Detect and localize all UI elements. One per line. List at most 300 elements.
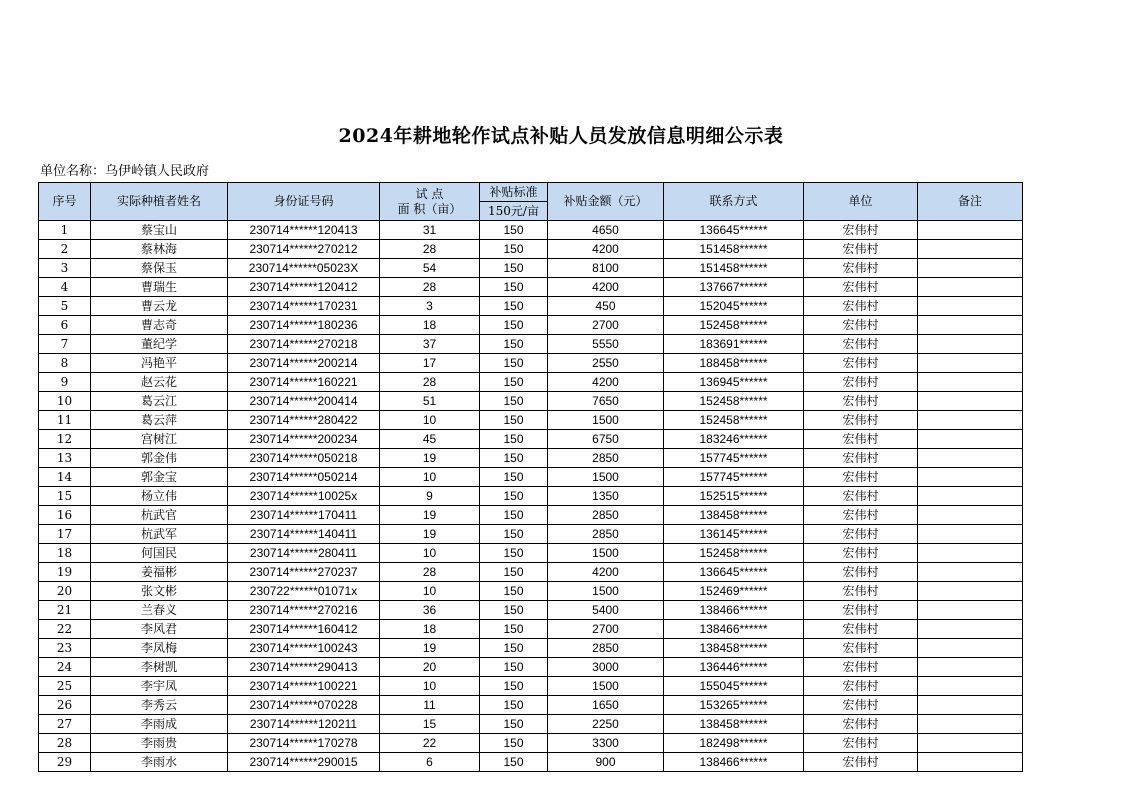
header-area-line1: 试 点 [415,186,444,201]
cell-contact: 155045****** [664,677,804,696]
cell-id: 230714******270237 [228,563,380,582]
cell-unit: 宏伟村 [804,411,918,430]
cell-standard: 150 [480,354,548,373]
cell-unit: 宏伟村 [804,601,918,620]
cell-standard: 150 [480,582,548,601]
cell-amount: 6750 [548,430,664,449]
cell-contact: 138458****** [664,639,804,658]
header-standard-rate: 150元/亩 [480,202,548,221]
cell-standard: 150 [480,240,548,259]
cell-name: 李凤梅 [91,639,228,658]
table-row [39,582,1023,601]
cell-contact: 152515****** [664,487,804,506]
cell-name: 曹志奇 [91,316,228,335]
table-row [39,221,1023,240]
cell-note [918,715,1023,734]
cell-seq: 10 [39,392,91,411]
cell-standard: 150 [480,563,548,582]
cell-standard: 150 [480,487,548,506]
cell-area: 10 [380,582,480,601]
unit-label: 单位名称：乌伊岭镇人民政府 [40,164,210,179]
table-row [39,373,1023,392]
cell-area: 19 [380,449,480,468]
cell-id: 230722******01071x [228,582,380,601]
cell-unit: 宏伟村 [804,525,918,544]
cell-contact: 136145****** [664,525,804,544]
cell-standard: 150 [480,449,548,468]
cell-note [918,525,1023,544]
cell-amount: 1500 [548,677,664,696]
table-row [39,259,1023,278]
cell-id: 230714******170411 [228,506,380,525]
cell-standard: 150 [480,696,548,715]
cell-id: 230714******050218 [228,449,380,468]
cell-id: 230714******290015 [228,753,380,772]
cell-unit: 宏伟村 [804,392,918,411]
cell-name: 蔡宝山 [91,221,228,240]
cell-contact: 157745****** [664,449,804,468]
cell-name: 赵云花 [91,373,228,392]
cell-seq: 9 [39,373,91,392]
cell-contact: 138466****** [664,601,804,620]
cell-seq: 15 [39,487,91,506]
cell-id: 230714******270212 [228,240,380,259]
cell-amount: 4200 [548,563,664,582]
cell-unit: 宏伟村 [804,715,918,734]
table-row [39,297,1023,316]
cell-standard: 150 [480,677,548,696]
cell-name: 李雨水 [91,753,228,772]
cell-seq: 25 [39,677,91,696]
table-row [39,468,1023,487]
cell-area: 28 [380,563,480,582]
table-row [39,278,1023,297]
cell-unit: 宏伟村 [804,620,918,639]
header-contact: 联系方式 [664,183,804,221]
cell-area: 19 [380,506,480,525]
table-row [39,639,1023,658]
cell-contact: 188458****** [664,354,804,373]
cell-contact: 138458****** [664,506,804,525]
cell-name: 宫树江 [91,430,228,449]
cell-unit: 宏伟村 [804,582,918,601]
cell-id: 230714******170231 [228,297,380,316]
table-row [39,449,1023,468]
cell-id: 230714******10025x [228,487,380,506]
cell-area: 10 [380,468,480,487]
cell-note [918,487,1023,506]
cell-unit: 宏伟村 [804,335,918,354]
cell-note [918,392,1023,411]
cell-contact: 152458****** [664,544,804,563]
table-row [39,544,1023,563]
cell-note [918,259,1023,278]
cell-area: 54 [380,259,480,278]
cell-unit: 宏伟村 [804,468,918,487]
table-row [39,487,1023,506]
cell-seq: 14 [39,468,91,487]
cell-standard: 150 [480,658,548,677]
cell-amount: 2700 [548,620,664,639]
cell-amount: 5400 [548,601,664,620]
table-row [39,430,1023,449]
header-unit: 单位 [804,183,918,221]
cell-name: 董纪学 [91,335,228,354]
table-row [39,335,1023,354]
cell-contact: 151458****** [664,259,804,278]
cell-contact: 138458****** [664,715,804,734]
cell-contact: 136446****** [664,658,804,677]
cell-name: 杭武军 [91,525,228,544]
cell-amount: 1650 [548,696,664,715]
cell-note [918,563,1023,582]
cell-unit: 宏伟村 [804,753,918,772]
cell-amount: 2850 [548,506,664,525]
cell-standard: 150 [480,544,548,563]
cell-amount: 1500 [548,411,664,430]
cell-seq: 2 [39,240,91,259]
cell-seq: 27 [39,715,91,734]
table-row [39,354,1023,373]
cell-note [918,411,1023,430]
cell-note [918,316,1023,335]
cell-standard: 150 [480,715,548,734]
cell-standard: 150 [480,221,548,240]
cell-amount: 2250 [548,715,664,734]
table-row [39,715,1023,734]
cell-contact: 183246****** [664,430,804,449]
cell-name: 曹云龙 [91,297,228,316]
header-name: 实际种植者姓名 [91,183,228,221]
cell-name: 何国民 [91,544,228,563]
cell-standard: 150 [480,468,548,487]
table-row [39,601,1023,620]
cell-seq: 7 [39,335,91,354]
cell-name: 葛云萍 [91,411,228,430]
cell-note [918,449,1023,468]
cell-contact: 182498****** [664,734,804,753]
cell-seq: 22 [39,620,91,639]
cell-amount: 450 [548,297,664,316]
cell-amount: 2850 [548,525,664,544]
cell-seq: 3 [39,259,91,278]
cell-contact: 152458****** [664,392,804,411]
cell-note [918,297,1023,316]
cell-standard: 150 [480,506,548,525]
cell-name: 冯艳平 [91,354,228,373]
cell-name: 李宇凤 [91,677,228,696]
cell-standard: 150 [480,335,548,354]
cell-contact: 183691****** [664,335,804,354]
cell-area: 17 [380,354,480,373]
table-row [39,240,1023,259]
cell-area: 51 [380,392,480,411]
cell-area: 15 [380,715,480,734]
cell-unit: 宏伟村 [804,544,918,563]
cell-id: 230714******070228 [228,696,380,715]
cell-amount: 8100 [548,259,664,278]
cell-name: 李雨贵 [91,734,228,753]
cell-contact: 152045****** [664,297,804,316]
header-note: 备注 [918,183,1023,221]
cell-amount: 2550 [548,354,664,373]
cell-unit: 宏伟村 [804,506,918,525]
cell-amount: 3300 [548,734,664,753]
cell-seq: 4 [39,278,91,297]
cell-unit: 宏伟村 [804,639,918,658]
cell-amount: 4200 [548,373,664,392]
cell-amount: 1350 [548,487,664,506]
cell-id: 230714******120412 [228,278,380,297]
cell-area: 19 [380,639,480,658]
cell-seq: 1 [39,221,91,240]
cell-unit: 宏伟村 [804,696,918,715]
cell-id: 230714******140411 [228,525,380,544]
cell-note [918,677,1023,696]
cell-id: 230714******280411 [228,544,380,563]
cell-amount: 5550 [548,335,664,354]
cell-seq: 28 [39,734,91,753]
cell-seq: 12 [39,430,91,449]
cell-contact: 152458****** [664,411,804,430]
cell-name: 杨立伟 [91,487,228,506]
cell-area: 28 [380,373,480,392]
table-row [39,316,1023,335]
cell-area: 37 [380,335,480,354]
cell-contact: 137667****** [664,278,804,297]
cell-unit: 宏伟村 [804,563,918,582]
cell-note [918,696,1023,715]
cell-name: 李树凯 [91,658,228,677]
cell-id: 230714******200414 [228,392,380,411]
cell-unit: 宏伟村 [804,278,918,297]
cell-note [918,734,1023,753]
cell-amount: 1500 [548,582,664,601]
cell-seq: 11 [39,411,91,430]
cell-amount: 4200 [548,278,664,297]
cell-note [918,639,1023,658]
cell-note [918,354,1023,373]
cell-note [918,373,1023,392]
table-row [39,392,1023,411]
cell-name: 李风君 [91,620,228,639]
cell-area: 3 [380,297,480,316]
table-row [39,696,1023,715]
cell-area: 22 [380,734,480,753]
cell-contact: 157745****** [664,468,804,487]
cell-id: 230714******120413 [228,221,380,240]
cell-unit: 宏伟村 [804,316,918,335]
table-row [39,563,1023,582]
cell-note [918,221,1023,240]
cell-standard: 150 [480,411,548,430]
cell-note [918,658,1023,677]
table-row [39,677,1023,696]
cell-note [918,335,1023,354]
header-amount: 补贴金额（元） [548,183,664,221]
cell-seq: 26 [39,696,91,715]
cell-id: 230714******290413 [228,658,380,677]
cell-note [918,601,1023,620]
cell-standard: 150 [480,373,548,392]
cell-contact: 151458****** [664,240,804,259]
cell-area: 20 [380,658,480,677]
cell-unit: 宏伟村 [804,240,918,259]
cell-area: 10 [380,677,480,696]
cell-seq: 24 [39,658,91,677]
cell-amount: 1500 [548,468,664,487]
cell-name: 郭金伟 [91,449,228,468]
cell-note [918,240,1023,259]
cell-seq: 20 [39,582,91,601]
cell-seq: 23 [39,639,91,658]
cell-name: 郭金宝 [91,468,228,487]
cell-name: 曹瑞生 [91,278,228,297]
cell-amount: 900 [548,753,664,772]
cell-seq: 5 [39,297,91,316]
cell-id: 230714******280422 [228,411,380,430]
cell-seq: 29 [39,753,91,772]
cell-contact: 138466****** [664,620,804,639]
cell-amount: 2850 [548,639,664,658]
table-row [39,506,1023,525]
cell-area: 31 [380,221,480,240]
cell-id: 230714******200234 [228,430,380,449]
cell-id: 230714******200214 [228,354,380,373]
cell-area: 10 [380,544,480,563]
header-standard: 补贴标准 [480,183,548,202]
cell-area: 6 [380,753,480,772]
table-body [39,221,1023,772]
cell-note [918,544,1023,563]
cell-id: 230714******100221 [228,677,380,696]
cell-id: 230714******270216 [228,601,380,620]
cell-unit: 宏伟村 [804,734,918,753]
cell-unit: 宏伟村 [804,373,918,392]
cell-id: 230714******100243 [228,639,380,658]
cell-amount: 4200 [548,240,664,259]
cell-id: 230714******160412 [228,620,380,639]
cell-id: 230714******270218 [228,335,380,354]
cell-seq: 18 [39,544,91,563]
cell-unit: 宏伟村 [804,487,918,506]
cell-contact: 138466****** [664,753,804,772]
cell-name: 杭武官 [91,506,228,525]
cell-id: 230714******120211 [228,715,380,734]
cell-contact: 152458****** [664,316,804,335]
cell-area: 18 [380,620,480,639]
header-id: 身份证号码 [228,183,380,221]
cell-note [918,620,1023,639]
cell-note [918,468,1023,487]
cell-standard: 150 [480,259,548,278]
cell-standard: 150 [480,601,548,620]
cell-seq: 19 [39,563,91,582]
cell-unit: 宏伟村 [804,221,918,240]
cell-standard: 150 [480,297,548,316]
cell-note [918,582,1023,601]
cell-id: 230714******160221 [228,373,380,392]
subsidy-table [38,182,1023,772]
header-area-line2: 面 积（亩） [397,201,462,216]
cell-note [918,506,1023,525]
cell-id: 230714******050214 [228,468,380,487]
cell-contact: 136945****** [664,373,804,392]
cell-area: 18 [380,316,480,335]
cell-standard: 150 [480,734,548,753]
cell-area: 28 [380,240,480,259]
cell-area: 11 [380,696,480,715]
cell-unit: 宏伟村 [804,259,918,278]
cell-standard: 150 [480,392,548,411]
cell-area: 45 [380,430,480,449]
cell-unit: 宏伟村 [804,430,918,449]
cell-area: 19 [380,525,480,544]
cell-name: 蔡林海 [91,240,228,259]
cell-amount: 7650 [548,392,664,411]
table-row [39,620,1023,639]
cell-standard: 150 [480,525,548,544]
cell-standard: 150 [480,278,548,297]
cell-contact: 136645****** [664,221,804,240]
cell-seq: 13 [39,449,91,468]
cell-note [918,278,1023,297]
table-row [39,525,1023,544]
cell-contact: 152469****** [664,582,804,601]
header-seq: 序号 [39,183,91,221]
cell-seq: 8 [39,354,91,373]
cell-name: 李雨成 [91,715,228,734]
cell-name: 张文彬 [91,582,228,601]
cell-standard: 150 [480,316,548,335]
cell-area: 10 [380,411,480,430]
cell-id: 230714******170278 [228,734,380,753]
cell-standard: 150 [480,620,548,639]
cell-amount: 2700 [548,316,664,335]
cell-area: 9 [380,487,480,506]
cell-amount: 1500 [548,544,664,563]
cell-note [918,430,1023,449]
page-title: 2024年耕地轮作试点补贴人员发放信息明细公示表 [338,125,784,147]
cell-contact: 136645****** [664,563,804,582]
cell-unit: 宏伟村 [804,677,918,696]
table-row [39,734,1023,753]
cell-area: 36 [380,601,480,620]
cell-amount: 4650 [548,221,664,240]
table-row [39,753,1023,772]
cell-amount: 2850 [548,449,664,468]
cell-unit: 宏伟村 [804,449,918,468]
cell-seq: 16 [39,506,91,525]
cell-unit: 宏伟村 [804,658,918,677]
cell-amount: 3000 [548,658,664,677]
cell-seq: 17 [39,525,91,544]
cell-standard: 150 [480,430,548,449]
cell-standard: 150 [480,753,548,772]
cell-id: 230714******180236 [228,316,380,335]
cell-standard: 150 [480,639,548,658]
cell-seq: 6 [39,316,91,335]
cell-name: 蔡保玉 [91,259,228,278]
table-row [39,411,1023,430]
cell-note [918,753,1023,772]
cell-area: 28 [380,278,480,297]
cell-id: 230714******05023X [228,259,380,278]
cell-name: 李秀云 [91,696,228,715]
cell-contact: 153265****** [664,696,804,715]
cell-name: 兰春义 [91,601,228,620]
table-row [39,658,1023,677]
